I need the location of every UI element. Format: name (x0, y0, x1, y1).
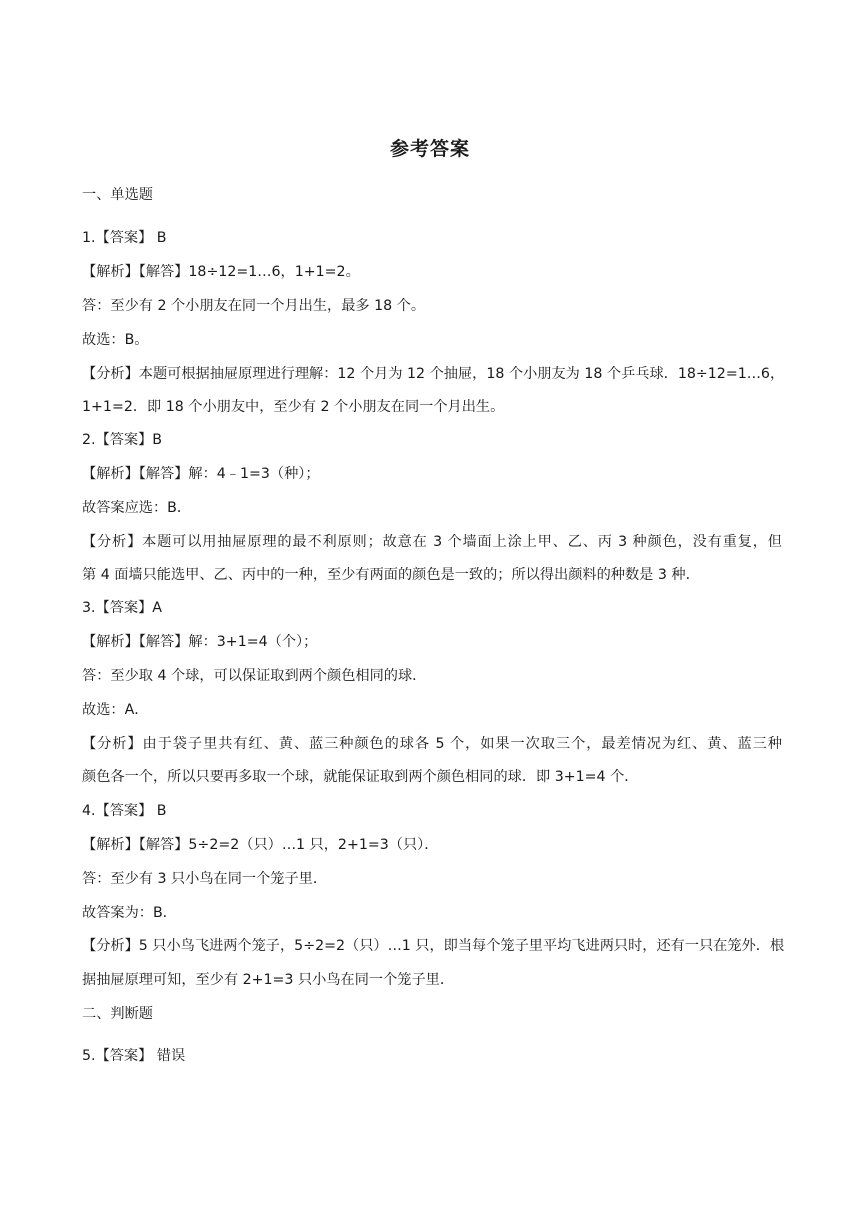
q1-analysis-line2: 1+1=2．即 18 个小朋友中，至少有 2 个小朋友在同一个月出生。 (82, 399, 505, 415)
q4-reply: 答：至少有 3 只小鸟在同一个笼子里． (82, 871, 328, 887)
q2-analysis-line1: 【分析】本题可以用抽屉原理的最不利原则；故意在 3 个墙面上涂上甲、乙、丙 3 种颜色，没有重复，但 (82, 534, 782, 550)
q1-analysis-line1: 【分析】本题可根据抽屉原理进行理解：12 个月为 12 个抽屉，18 个小朋友为 18 个乒乓球．18÷12=1…6， (82, 366, 785, 382)
q3-choice: 故选：A． (82, 702, 149, 718)
q2-answer: 2.【答案】B (82, 432, 163, 448)
section-heading-single-choice: 一、单选题 (82, 187, 153, 203)
q4-analysis-line2: 据抽屉原理可知，至少有 2+1=3 只小鸟在同一个笼子里． (82, 972, 455, 988)
q4-explanation: 【解析】【解答】5÷2=2（只）…1 只，2+1=3（只）． (82, 837, 439, 853)
q1-explanation: 【解析】【解答】18÷12=1…6，1+1=2。 (82, 264, 360, 280)
q4-choice: 故答案为：B． (82, 905, 177, 921)
q3-analysis-line2: 颜色各一个，所以只要再多取一个球，就能保证取到两个颜色相同的球．即 3+1=4 个． (82, 769, 639, 785)
q2-analysis-line2: 第 4 面墙只能选甲、乙、丙中的一种，至少有两面的颜色是一致的；所以得出颜料的种数是 3 种． (82, 567, 700, 583)
q1-reply: 答：至少有 2 个小朋友在同一个月出生，最多 18 个。 (82, 298, 426, 314)
q4-answer: 4.【答案】 B (82, 803, 167, 819)
q1-choice: 故选：B。 (82, 332, 149, 348)
q3-reply: 答：至少取 4 个球，可以保证取到两个颜色相同的球． (82, 668, 427, 684)
q2-explanation: 【解析】【解答】解：4﹣1=3（种）； (82, 466, 320, 482)
page-title: 参考答案 (389, 138, 470, 160)
q3-explanation: 【解析】【解答】解：3+1=4（个）； (82, 634, 318, 650)
q4-analysis-line1: 【分析】5 只小鸟飞进两个笼子，5÷2=2（只）…1 只，即当每个笼子里平均飞进两只时，还有一只在笼外．根 (82, 938, 785, 954)
q1-answer: 1.【答案】 B (82, 230, 167, 246)
q2-choice: 故答案应选：B． (82, 500, 192, 516)
q5-answer: 5.【答案】 错误 (82, 1048, 186, 1064)
q3-answer: 3.【答案】A (82, 600, 162, 616)
section-heading-true-false: 二、判断题 (82, 1006, 153, 1022)
q3-analysis-line1: 【分析】由于袋子里共有红、黄、蓝三种颜色的球各 5 个，如果一次取三个，最差情况为红、黄、蓝三种 (82, 736, 782, 752)
